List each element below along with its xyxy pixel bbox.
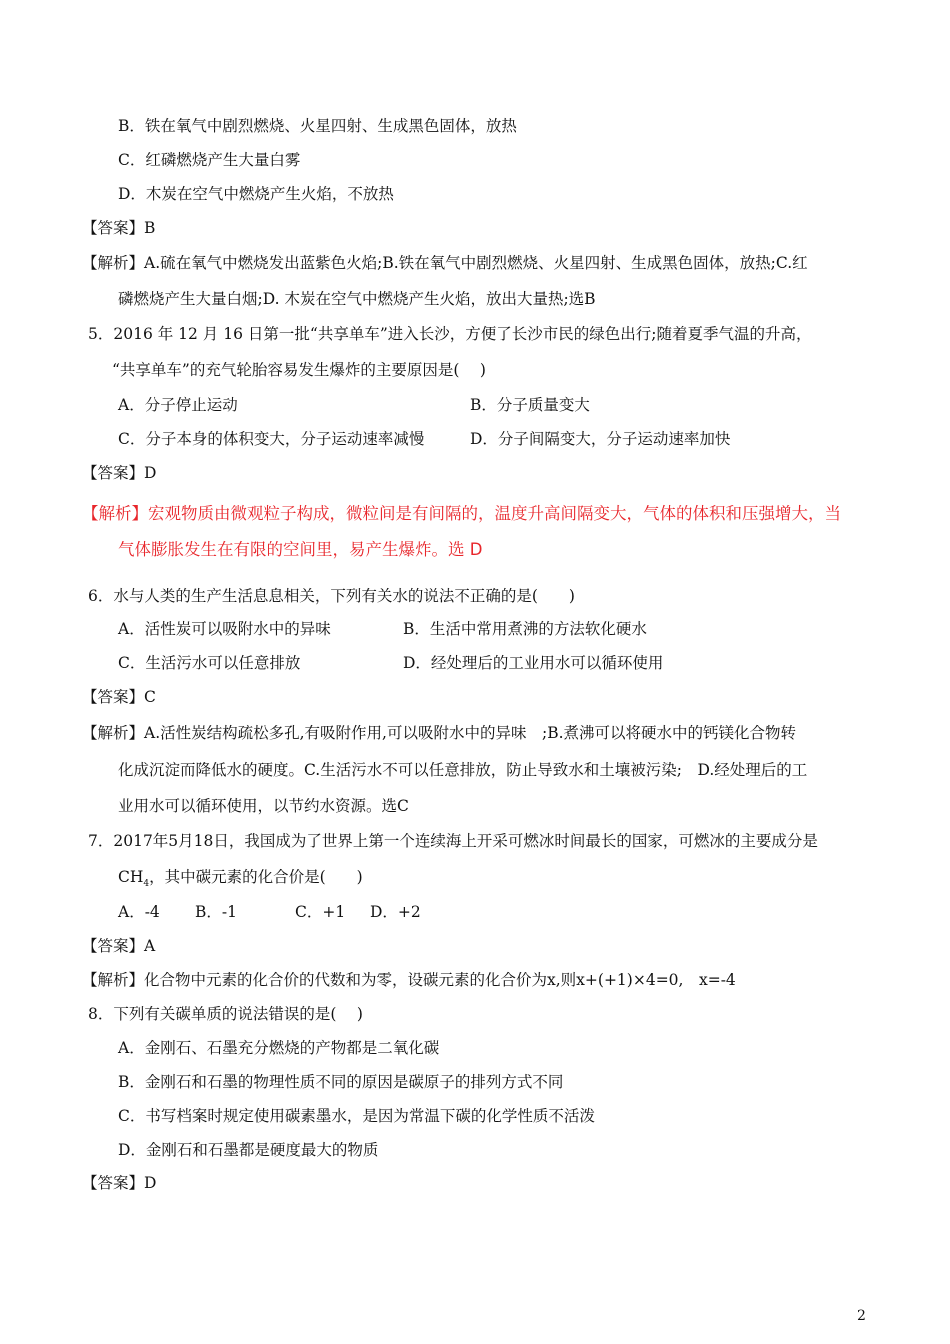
q4-option-c: C．红磷燃烧产生大量白雾 <box>118 151 301 169</box>
q7-stem-line-2: $CH_4$，其中碳元素的化合价是( ) <box>118 868 363 890</box>
q6-option-d: D．经处理后的工业用水可以循环使用 <box>403 654 664 672</box>
q7-analysis: 【解析】化合物中元素的化合价的代数和为零，设碳元素的化合价为x,则x+(+1)×4=0, x=-4 <box>82 971 736 989</box>
q5-option-d: D．分子间隔变大，分子运动速率加快 <box>470 430 731 448</box>
q7-option-c: C．+1 <box>295 903 346 921</box>
q6-analysis-line-2: 化成沉淀而降低水的硬度。C.生活污水不可以任意排放，防止导致水和土壤被污染; D.经处理后的工 <box>118 761 808 779</box>
q7-option-d: D．+2 <box>370 903 421 921</box>
q7-option-a: A．-4 <box>118 903 160 921</box>
q4-analysis-line-1: 【解析】A.硫在氧气中燃烧发出蓝紫色火焰;B.铁在氧气中剧烈燃烧、火星四射、生成黑色固体，放热;C.红 <box>82 254 808 272</box>
q5-analysis-line-1: 【解析】宏观物质由微观粒子构成，微粒间是有间隔的，温度升高间隔变大，气体的体积和压强增大，当 <box>82 504 841 523</box>
q6-option-b: B．生活中常用煮沸的方法软化硬水 <box>403 620 647 638</box>
q5-stem-line-1: 5．2016 年 12 月 16 日第一批“共享单车”进入长沙，方便了长沙市民的绿色出行;随着夏季气温的升高， <box>88 325 812 343</box>
q7-formula: $CH_4$ <box>118 868 150 890</box>
q7-answer: 【答案】A <box>82 937 156 955</box>
q8-option-c: C．书写档案时规定使用碳素墨水，是因为常温下碳的化学性质不活泼 <box>118 1107 595 1125</box>
q6-analysis-line-1: 【解析】A.活性炭结构疏松多孔,有吸附作用,可以吸附水中的异味 ;B.煮沸可以将硬水中的钙镁化合物转 <box>82 724 797 742</box>
q5-answer: 【答案】D <box>82 464 157 482</box>
q8-option-b: B．金刚石和石墨的物理性质不同的原因是碳原子的排列方式不同 <box>118 1073 564 1091</box>
q5-analysis-line-2: 气体膨胀发生在有限的空间里，易产生爆炸。选 D <box>118 540 483 559</box>
q6-analysis-line-3: 业用水可以循环使用，以节约水资源。选C <box>118 797 409 815</box>
q4-option-b: B．铁在氧气中剧烈燃烧、火星四射、生成黑色固体，放热 <box>118 117 517 135</box>
q4-option-d: D．木炭在空气中燃烧产生火焰，不放热 <box>118 185 394 203</box>
q8-option-d: D．金刚石和石墨都是硬度最大的物质 <box>118 1141 379 1159</box>
q8-answer: 【答案】D <box>82 1174 157 1192</box>
q4-analysis-line-2: 磷燃烧产生大量白烟;D. 木炭在空气中燃烧产生火焰，放出大量热;选B <box>118 290 596 308</box>
q7-stem-line-1: 7．2017年5月18日，我国成为了世界上第一个连续海上开采可燃冰时间最长的国家，可燃冰的主要成分是 <box>88 832 818 850</box>
page-number: 2 <box>857 1308 866 1324</box>
q6-stem: 6．水与人类的生产生活息息相关，下列有关水的说法不正确的是( ) <box>88 587 575 605</box>
q7-option-b: B．-1 <box>195 903 237 921</box>
q5-stem-line-2: “共享单车”的充气轮胎容易发生爆炸的主要原因是( ) <box>112 361 486 379</box>
q5-option-b: B．分子质量变大 <box>470 396 590 414</box>
q6-option-c: C．生活污水可以任意排放 <box>118 654 301 672</box>
q8-stem: 8．下列有关碳单质的说法错误的是( ) <box>88 1005 363 1023</box>
q8-option-a: A．金刚石、石墨充分燃烧的产物都是二氧化碳 <box>118 1039 440 1057</box>
q6-answer: 【答案】C <box>82 688 156 706</box>
q6-option-a: A．活性炭可以吸附水中的异味 <box>118 620 331 638</box>
q5-option-a: A．分子停止运动 <box>118 396 238 414</box>
q4-answer: 【答案】B <box>82 219 156 237</box>
q5-option-c: C．分子本身的体积变大，分子运动速率减慢 <box>118 430 425 448</box>
